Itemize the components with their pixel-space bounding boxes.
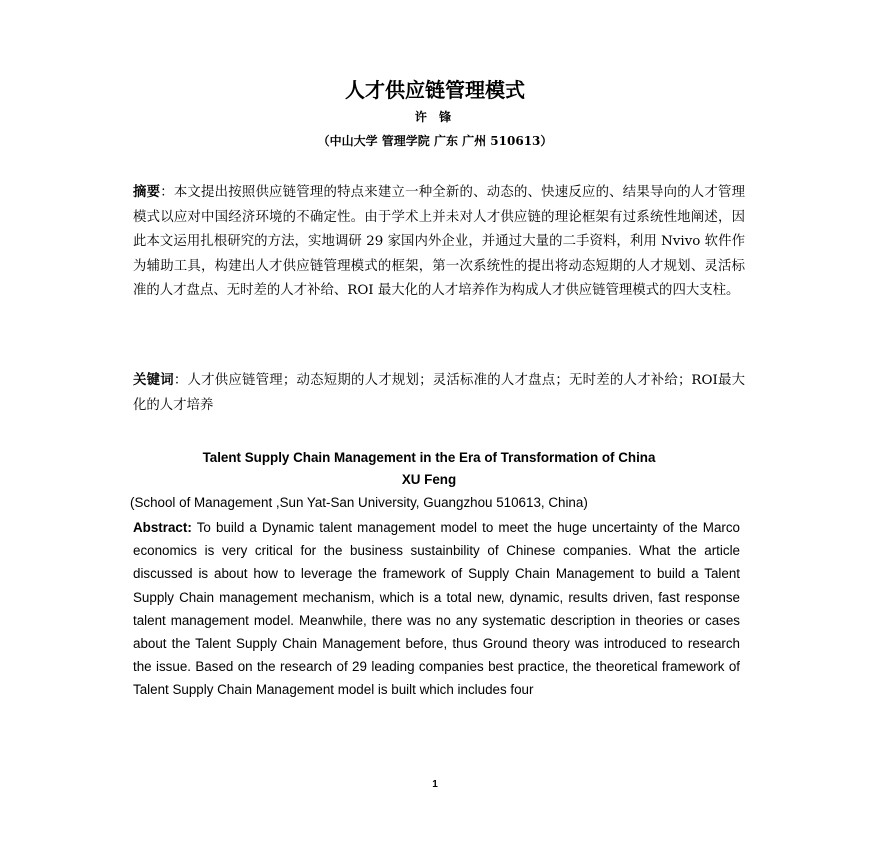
abstract-cn bbox=[133, 180, 745, 304]
abstract-label-en: Abstract: bbox=[133, 520, 192, 535]
abstract-text-en: To build a Dynamic talent management model to meet the huge uncertainty of the Marco economics is very critical for the business sustainbility of Chinese companies. What the article discussed is about how to leverage the framework of Supply Chain Management to build a Talent Supply Chain management mechanism, which is a total new, dynamic, results driven, fast response talent management model. Meanwhile, there was no any systematic description in theories or cases about the Talent Supply Chain Management before, thus Ground theory was introduced to research the issue. Based on the research of 29 leading companies best practice, the theoretical framework of Talent Supply Chain Management model is built which includes four bbox=[133, 520, 740, 698]
abstract-label-cn: 摘要 bbox=[133, 184, 161, 200]
author-name-cn: 许 锋 bbox=[414, 110, 456, 124]
affiliation-en: (School of Management ,Sun Yat-San University, Guangzhou 510613, China) bbox=[130, 495, 588, 510]
author-name-en: XU Feng bbox=[401, 472, 457, 487]
abstract-text-cn: ：本文提出按照供应链管理的特点来建立一种全新的、动态的、快速反应的、结果导向的人才管理模式以应对中国经济环境的不确定性。由于学术上并未对人才供应链的理论框架有过系统性地阐述，因此本文运用扎根研究的方法，实地调研 29 家国内外企业，并通过大量的二手资料，利用 Nvivo 软件作为辅助工具，构建出人才供应链管理模式的框架，第一次系统性的提出将动态短期的人才规划、灵活标准的人才盘点、无时差的人才补给、ROI 最大化的人才培养作为构成人才供应链管理模式的四大支柱。 bbox=[133, 185, 746, 298]
abstract-en bbox=[133, 516, 740, 702]
paper-title-cn: 人才供应链管理模式 bbox=[345, 78, 525, 102]
title-en-text: Talent Supply Chain Management in the Era of Transformation of China bbox=[202, 450, 656, 465]
keywords-cn bbox=[133, 368, 745, 418]
paper-title-en bbox=[130, 447, 728, 491]
keywords-text-cn: ：人才供应链管理；动态短期的人才规划；灵活标准的人才盘点；无时差的人才补给；ROI最大化的人才培养 bbox=[133, 373, 745, 413]
keywords-label-cn: 关键词 bbox=[133, 372, 174, 388]
page-number: 1 bbox=[432, 779, 438, 790]
affiliation-cn: （中山大学 管理学院 广东 广州 510613） bbox=[317, 134, 553, 148]
